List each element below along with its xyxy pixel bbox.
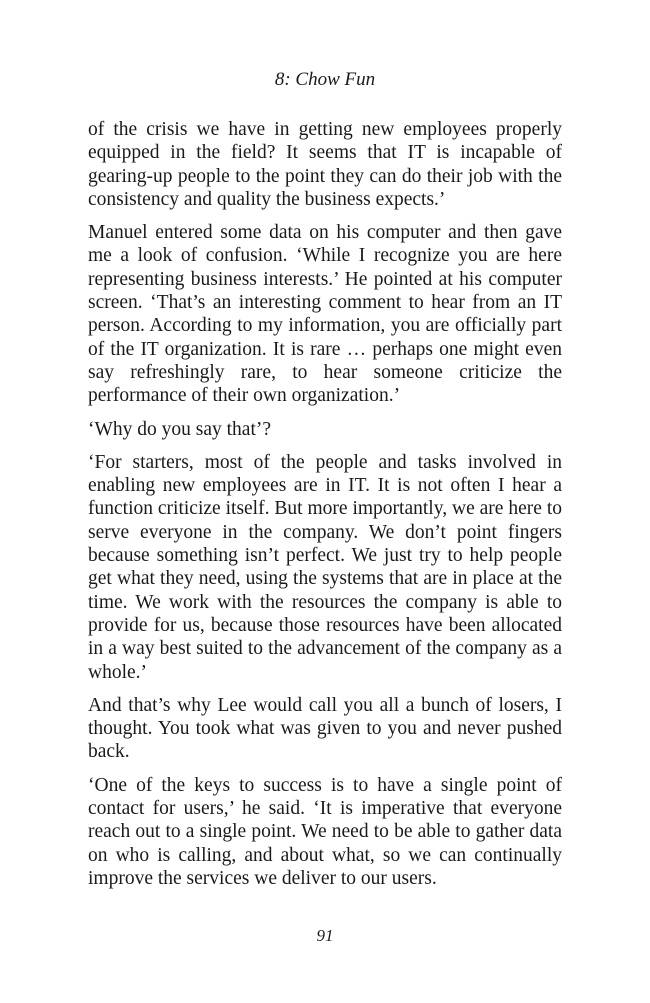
body-text [88, 118, 562, 900]
paragraph: ‘Why do you say that’? [88, 418, 272, 440]
paragraph: of the crisis we have in getting new employees properly equipped in the field? It seems that IT is incapable of gearing-up people to the point they can do their job with the consistency and quality the business expects.’ [88, 119, 562, 210]
running-header: 8: Chow Fun [274, 69, 376, 90]
paragraph: Manuel entered some data on his computer and then gave me a look of confusion. ‘While I recognize you are here representing business interests.’ He pointed at his computer screen. ‘That’s an interesting comment to hear from an IT person. According to my information, you are officially part of the IT organization. It is rare … perhaps one might even say refreshingly rare, to hear someone criticize the performance of their own organization.’ [88, 222, 562, 407]
paragraph: And that’s why Lee would call you all a bunch of losers, I thought. You took what was given to you and never pushed back. [88, 694, 562, 763]
paragraph: ‘One of the keys to success is to have a single point of contact for users,’ he said. ‘It is imperative that everyone reach out to a single point. We need to be able to gather data on who is calling, and about what, so we can continually improve the services we deliver to our users. [88, 774, 562, 889]
paragraph: ‘For starters, most of the people and tasks involved in enabling new employees are in IT. It is not often I hear a function criticize itself. But more importantly, we are here to serve everyone in the company. We don’t point fingers because something isn’t perfect. We just try to help people get what they need, using the systems that are in place at the time. We work with the resources the company is able to provide for us, because those resources have been allocated in a way best suited to the advancement of the company as a whole.’ [88, 451, 562, 683]
page-number: 91 [316, 926, 334, 945]
